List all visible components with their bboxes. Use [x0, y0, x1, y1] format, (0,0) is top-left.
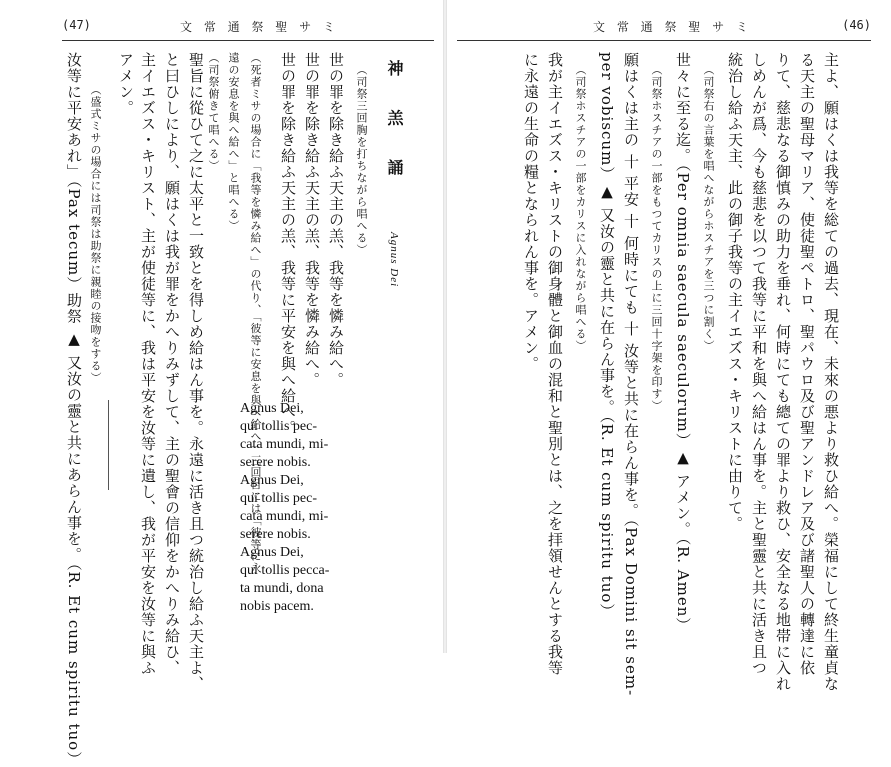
text-column: （司祭三回胸を打ちながら唱へる）: [355, 64, 368, 256]
text-column: 世々に至る迄。（Per omnia saecula saeculorum）▲ アメン。（R. Amen）: [674, 52, 692, 634]
text-column: 我が主イエズス・キリストの御身體と御血の混和と聖別とは、之を拝領せんとする我等: [546, 52, 564, 676]
text-column: アメン。: [117, 52, 135, 116]
right-page: [447, 0, 891, 697]
text-column: りて、慈悲なる御慎みの助力を垂れ、何時にても總ての罪より救ひ、安全なる地帯に入れ: [774, 52, 792, 692]
left-page-number: (47): [62, 18, 91, 32]
text-column: 聖旨に從ひて之に太平と一致とを得しめ給はん事を。永遠に活き且つ統治し給ふ天主よ、: [187, 52, 205, 692]
right-header-rule: [457, 40, 871, 41]
text-column: 世の罪を除き給ふ天主の羔、我等を憐み給へ。: [327, 52, 345, 388]
text-column: 世の罪を除き給ふ天主の羔、我等に平安を與へ給へ。: [279, 52, 297, 436]
left-header-rule: [62, 40, 434, 41]
text-column: る天主の聖母マリア、使徒聖ペトロ、聖パウロ及び聖アンドレア及び諸聖人の轉達に依: [798, 52, 816, 676]
right-running-head: 文 常 通 祭 聖 サ ミ: [593, 20, 752, 34]
text-column: 主よ、願はくは我等を総ての過去、現在、未來の悪より救ひ給へ。榮福にして終生童貞な: [822, 52, 840, 692]
section-heading-latin: Agnus Dei: [388, 232, 400, 288]
right-page-header: [457, 18, 871, 36]
right-page-number: (46): [842, 18, 871, 32]
text-column: （死者ミサの場合に「我等を憐み給へ」の代り、「彼等に安息を與へ給へ」三回目には「彼等に永: [249, 52, 262, 575]
section-heading: 神 羔 誦: [385, 60, 404, 190]
left-page-header: [62, 18, 432, 36]
latin-text-block: Agnus Dei, qui tollis pec- cata mundi, mi- serere nobis. Agnus Dei, qui tollis pec- cata mundi, mi- serere nobis. Agnus Dei, qui tollis pecca- ta mundi, dona nobis pacem.: [240, 401, 330, 614]
text-column: （盛式ミサの場合には司祭は助祭に親睦の接吻をする）: [89, 84, 102, 384]
text-column: 統治し給ふ天主、此の御子我等の主イエズス・キリストに由りて。: [726, 52, 744, 532]
text-column: per vobiscum）▲ 又汝の靈と共に在らん事を。（R. Et cum spiritu tuo）: [598, 52, 616, 620]
text-column: （司祭ホスチアの一部をカリスに入れながら唱へる）: [574, 64, 587, 352]
text-column: （司祭右の言葉を唱へながらホスチアを三つに割く）: [702, 64, 715, 352]
text-column: 願はくは主の 十 平安 十 何時にても 十 汝等と共に在らん事を。（Pax Domini sit sem-: [622, 52, 640, 697]
left-page: [0, 0, 443, 767]
column-divider: [108, 400, 109, 490]
text-column: 遠の安息を與へ給へ」と唱へる）: [227, 52, 240, 232]
text-column: （司祭ホスチアの一部をもつてカリスの上に三回十字架を印す）: [650, 64, 663, 412]
text-column: 汝等に平安あれ」（Pax tecum）助祭 ▲ 又汝の靈と共にあらん事を。（R. Et cum spiritu tuo）: [65, 52, 83, 767]
text-column: と曰ひしにより、願はくは我が罪をかへりみずして、主の聖會の信仰をかへりみ給ひ、: [163, 52, 181, 676]
text-column: しめんが爲、今も慈悲を以つて我等に平和を與へ給はん事を。主と聖靈と共に活き且つ: [750, 52, 768, 676]
text-column: 世の罪を除き給ふ天主の羔、我等を憐み給へ。: [303, 52, 321, 388]
text-column: 主イエズス・キリスト、主が使徒等に、我は平安を汝等に遺し、我が平安を汝等に與ふ: [139, 52, 157, 676]
text-column: に永遠の生命の糧となられん事を。アメン。: [522, 52, 540, 372]
left-running-head: 文 常 通 祭 聖 サ ミ: [180, 20, 339, 34]
text-column: （司祭俯きて唱へる）: [207, 52, 220, 172]
